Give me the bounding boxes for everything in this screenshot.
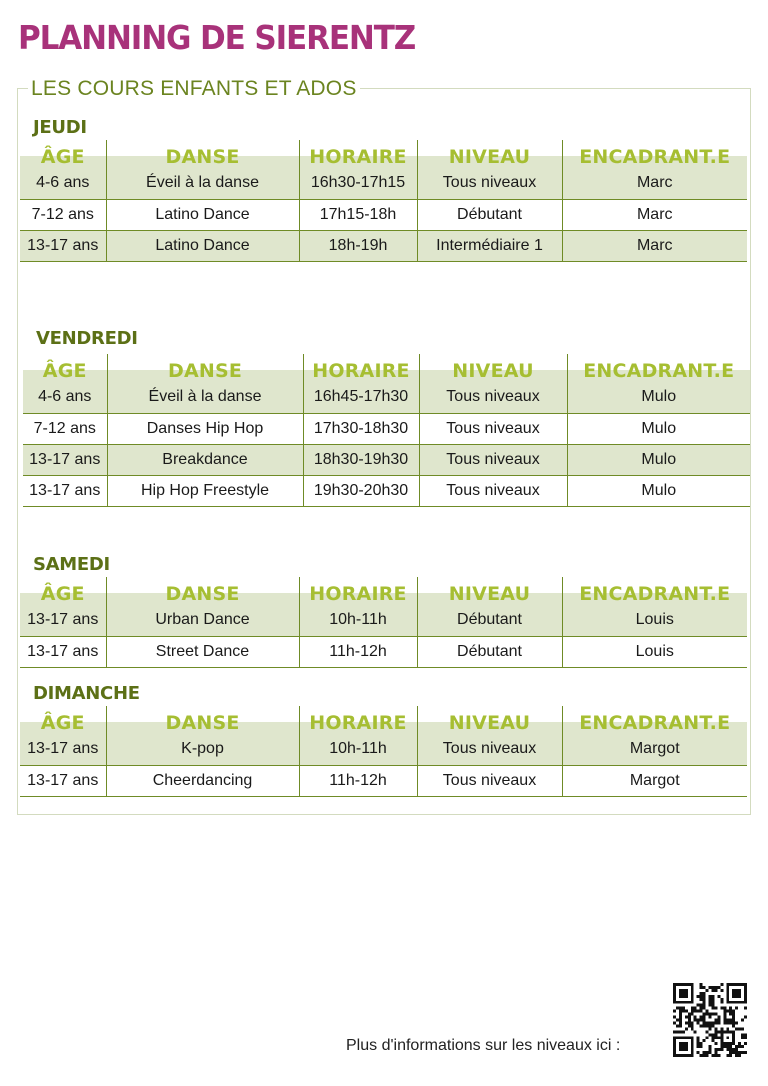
table-cell: Street Dance (106, 636, 299, 667)
table-cell: Intermédiaire 1 (417, 230, 562, 261)
table-cell: 13-17 ans (20, 734, 106, 765)
table-cell: Tous niveaux (417, 765, 562, 796)
column-header: NIVEAU (417, 706, 562, 734)
column-header: NIVEAU (417, 140, 562, 168)
table-cell: Danses Hip Hop (107, 413, 303, 444)
table-cell: 10h-11h (299, 605, 417, 636)
table-cell: 10h-11h (299, 734, 417, 765)
column-header: DANSE (107, 354, 303, 382)
table-cell: 13-17 ans (20, 636, 106, 667)
table-row (20, 734, 747, 765)
table-cell: Hip Hop Freestyle (107, 475, 303, 506)
table-cell: 4-6 ans (23, 382, 107, 413)
column-header: HORAIRE (299, 140, 417, 168)
table-cell: Débutant (417, 605, 562, 636)
page-title: PLANNING DE SIERENTZ (18, 18, 416, 57)
table-row (23, 382, 750, 413)
table-cell: Cheerdancing (106, 765, 299, 796)
table-row (20, 605, 747, 636)
column-header: ENCADRANT.E (562, 577, 747, 605)
table-cell: 13-17 ans (23, 444, 107, 475)
footer-text: Plus d'informations sur les niveaux ici : (346, 1037, 621, 1054)
table-cell: 4-6 ans (20, 168, 106, 199)
table-cell: 18h-19h (299, 230, 417, 261)
table-cell: Mulo (567, 475, 750, 506)
table-cell: Mulo (567, 444, 750, 475)
table-cell: Latino Dance (106, 199, 299, 230)
qr-code-icon[interactable] (673, 983, 747, 1057)
schedule-table-dimanche (20, 706, 747, 797)
table-cell: Marc (562, 199, 747, 230)
column-header: NIVEAU (419, 354, 567, 382)
schedule-table-jeudi (20, 140, 747, 262)
table-cell: Tous niveaux (417, 168, 562, 199)
table-cell: 18h30-19h30 (303, 444, 419, 475)
column-header: ENCADRANT.E (562, 706, 747, 734)
table-cell: Breakdance (107, 444, 303, 475)
column-header: DANSE (106, 706, 299, 734)
table-cell: 13-17 ans (23, 475, 107, 506)
table-cell: Urban Dance (106, 605, 299, 636)
table-cell: Débutant (417, 199, 562, 230)
table-cell: Mulo (567, 382, 750, 413)
day-label-jeudi: JEUDI (33, 117, 87, 138)
table-cell: Tous niveaux (419, 444, 567, 475)
column-header: ENCADRANT.E (567, 354, 750, 382)
table-cell: 17h30-18h30 (303, 413, 419, 444)
schedule-table-samedi (20, 577, 747, 668)
table-cell: 19h30-20h30 (303, 475, 419, 506)
column-header: HORAIRE (299, 577, 417, 605)
schedule-table-vendredi (23, 354, 750, 507)
table-cell: 11h-12h (299, 765, 417, 796)
table-row (23, 413, 750, 444)
table-cell: 13-17 ans (20, 605, 106, 636)
table-cell: 16h45-17h30 (303, 382, 419, 413)
day-label-samedi: SAMEDI (33, 554, 110, 575)
table-row (20, 199, 747, 230)
column-header: HORAIRE (303, 354, 419, 382)
table-cell: K-pop (106, 734, 299, 765)
table-cell: Débutant (417, 636, 562, 667)
column-header: ÂGE (20, 706, 106, 734)
table-cell: Louis (562, 605, 747, 636)
day-label-vendredi: VENDREDI (36, 328, 138, 349)
table-cell: Margot (562, 765, 747, 796)
table-cell: Marc (562, 230, 747, 261)
column-header: ÂGE (23, 354, 107, 382)
column-header: ÂGE (20, 577, 106, 605)
table-row (23, 444, 750, 475)
table-cell: Éveil à la danse (107, 382, 303, 413)
column-header: ENCADRANT.E (562, 140, 747, 168)
table-cell: Mulo (567, 413, 750, 444)
table-cell: 13-17 ans (20, 230, 106, 261)
table-cell: 17h15-18h (299, 199, 417, 230)
table-row (20, 230, 747, 261)
table-cell: Tous niveaux (419, 413, 567, 444)
table-cell: 11h-12h (299, 636, 417, 667)
table-row (20, 765, 747, 796)
day-label-dimanche: DIMANCHE (33, 683, 140, 704)
table-cell: 13-17 ans (20, 765, 106, 796)
table-row (23, 475, 750, 506)
column-header: DANSE (106, 140, 299, 168)
table-cell: Margot (562, 734, 747, 765)
table-cell: 7-12 ans (23, 413, 107, 444)
table-cell: Tous niveaux (419, 475, 567, 506)
section-title: LES COURS ENFANTS ET ADOS (28, 77, 360, 101)
table-cell: Latino Dance (106, 230, 299, 261)
column-header: NIVEAU (417, 577, 562, 605)
column-header: HORAIRE (299, 706, 417, 734)
table-row (20, 168, 747, 199)
table-cell: Louis (562, 636, 747, 667)
table-cell: 7-12 ans (20, 199, 106, 230)
table-cell: Tous niveaux (417, 734, 562, 765)
table-cell: 16h30-17h15 (299, 168, 417, 199)
column-header: DANSE (106, 577, 299, 605)
column-header: ÂGE (20, 140, 106, 168)
table-row (20, 636, 747, 667)
table-cell: Éveil à la danse (106, 168, 299, 199)
table-cell: Tous niveaux (419, 382, 567, 413)
table-cell: Marc (562, 168, 747, 199)
